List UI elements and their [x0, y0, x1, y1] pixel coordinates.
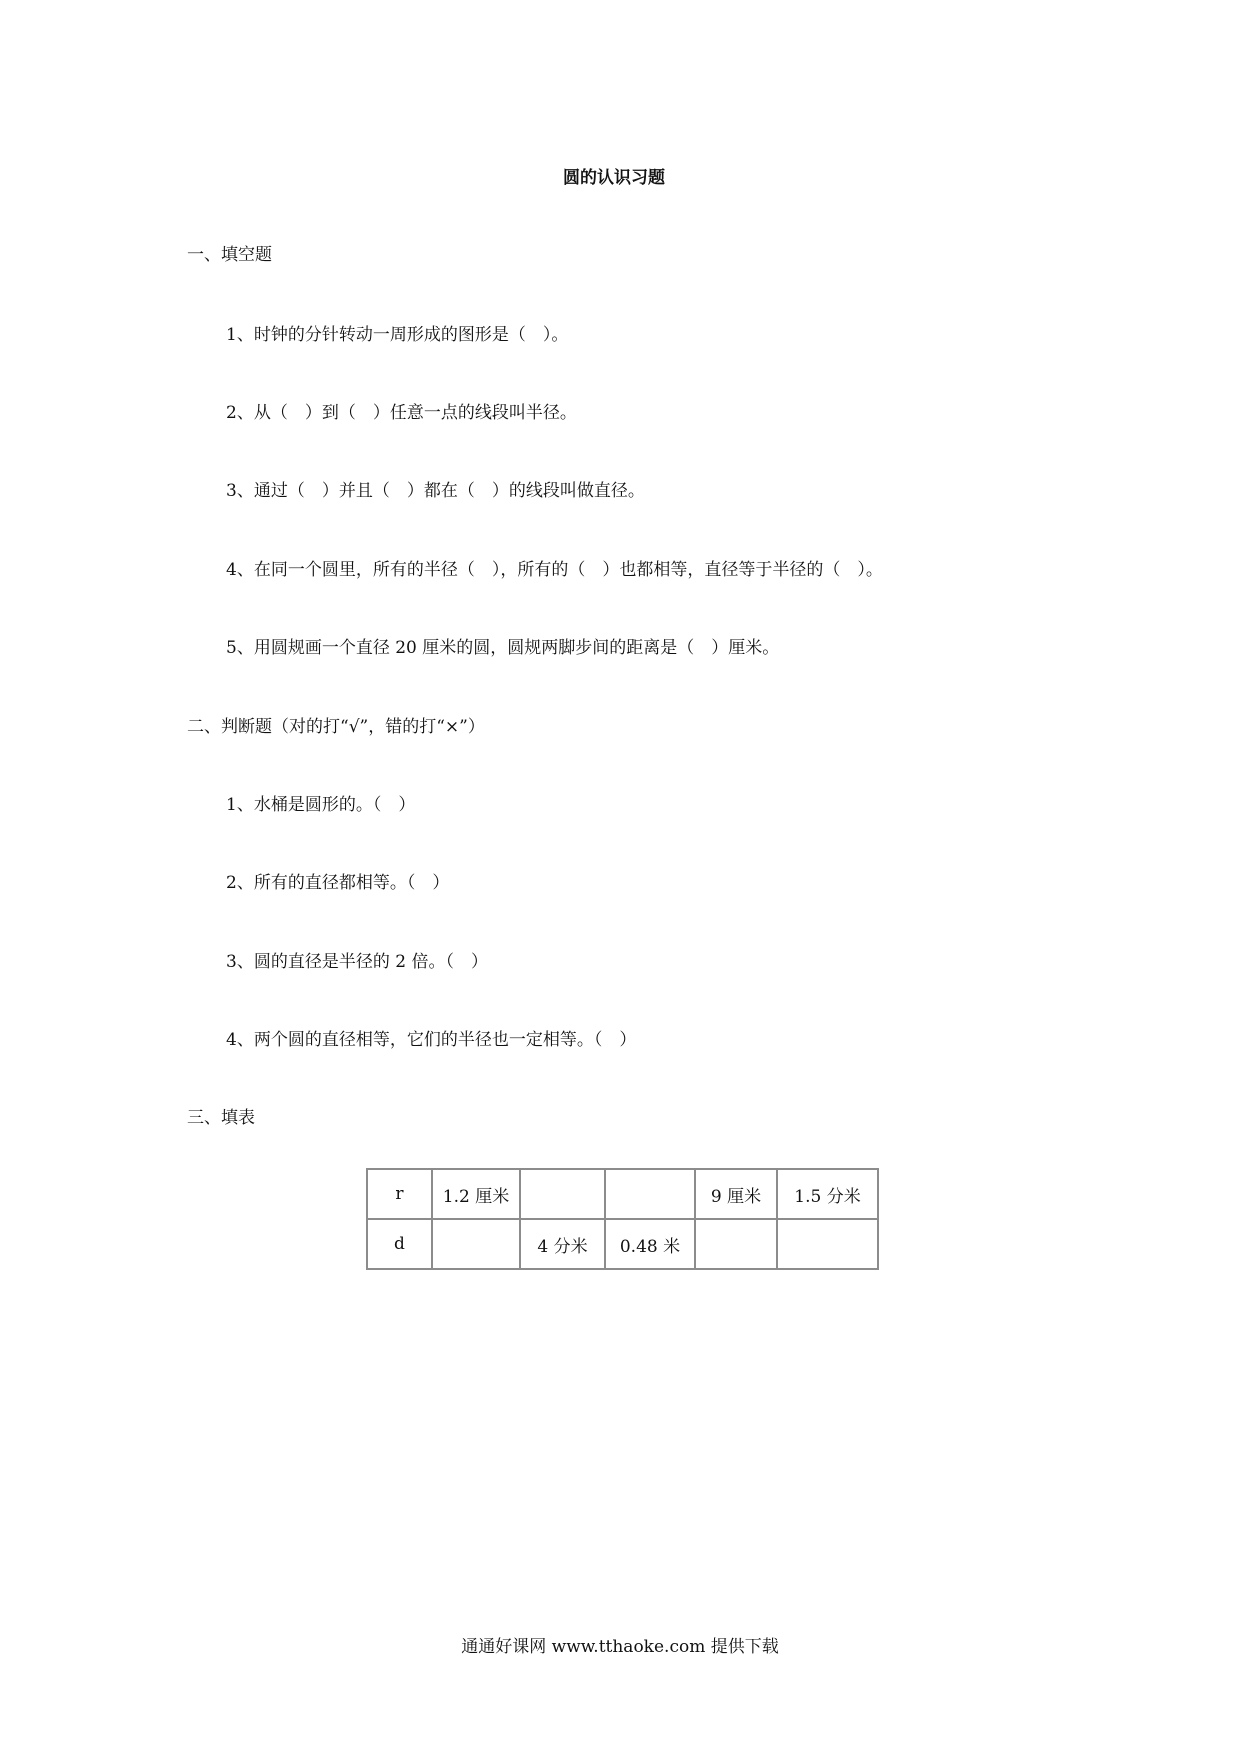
section-heading-fill-in: 一、填空题: [187, 245, 272, 265]
table-cell: 4 分米: [520, 1219, 605, 1269]
table-cell: 0.48 米: [605, 1219, 695, 1269]
true-false-question: 3、圆的直径是半径的 2 倍。（ ）: [226, 952, 488, 972]
fill-in-question: 5、用圆规画一个直径 20 厘米的圆，圆规两脚步间的距离是（ ）厘米。: [226, 638, 780, 658]
table-row-radius: [367, 1169, 878, 1219]
footer-source: 通通好课网 www.tthaoke.com 提供下载: [461, 1637, 779, 1657]
table-cell: [520, 1169, 605, 1219]
fill-in-question: 1、时钟的分针转动一周形成的图形是（ ）。: [226, 325, 569, 345]
table-cell: [777, 1219, 878, 1269]
page-title: 圆的认识习题: [563, 168, 665, 188]
radius-diameter-table: [366, 1168, 879, 1270]
true-false-question: 2、所有的直径都相等。（ ）: [226, 873, 450, 893]
fill-in-question: 2、从（ ）到（ ）任意一点的线段叫半径。: [226, 403, 577, 423]
table-row-diameter: [367, 1219, 878, 1269]
table-cell: 1.5 分米: [777, 1169, 878, 1219]
fill-in-question: 3、通过（ ）并且（ ）都在（ ）的线段叫做直径。: [226, 481, 645, 501]
table-cell: 9 厘米: [695, 1169, 777, 1219]
table-cell: [605, 1169, 695, 1219]
true-false-question: 4、两个圆的直径相等，它们的半径也一定相等。（ ）: [226, 1030, 637, 1050]
table-cell: d: [367, 1219, 432, 1269]
fill-in-question: 4、在同一个圆里，所有的半径（ ），所有的（ ）也都相等，直径等于半径的（ ）。: [226, 560, 883, 580]
section-heading-true-false: 二、判断题（对的打“√”，错的打“×”）: [187, 717, 485, 737]
table-cell: 1.2 厘米: [432, 1169, 520, 1219]
table-cell: [695, 1219, 777, 1269]
table-cell: [432, 1219, 520, 1269]
true-false-question: 1、水桶是圆形的。（ ）: [226, 795, 416, 815]
table-cell: r: [367, 1169, 432, 1219]
section-heading-table: 三、填表: [187, 1108, 255, 1128]
